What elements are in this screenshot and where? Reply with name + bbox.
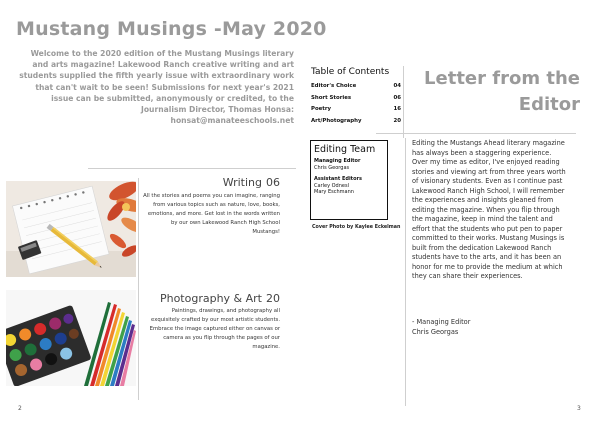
art-photo	[6, 290, 136, 386]
photo-art-title-text: Photography & Art	[159, 292, 262, 305]
writing-photo	[6, 181, 136, 277]
toc-item-label: Editor's Choice	[311, 83, 357, 89]
right-page-number: 3	[577, 405, 581, 412]
toc-item-page: 06	[393, 94, 401, 101]
toc-vertical-divider	[403, 66, 404, 138]
toc-item-page: 16	[393, 106, 401, 112]
photo-art-section-title	[160, 292, 280, 305]
writing-description: All the stories and poems you can imagine, ranging from various topics such as nature, love, books, emotions, and more. Get lost in the words written by our own Lakewood Ranch High School Mustangs!	[143, 193, 280, 235]
toc-item-art-photography[interactable]	[311, 116, 401, 128]
toc-item-short-stories[interactable]	[311, 93, 401, 105]
letter-body: Editing the Mustangs Ahead literary magazine has always been a staggering experience. Over my time as editor, I've enjoyed reading stories and viewing art from three years worth of visionary students. Even as I continue past Lakewood Ranch High School, I will remember the experiences and insights gleaned from editing the magazine. When you flip through the magazine, keep in mind the talent and effort that the students who put pen to paper committed to their works. Mustang Musings is built from the dedication Lakewood Ranch students have to the arts, and it has been an honor for me to provide the medium at which they can share their experiences.	[412, 139, 566, 280]
toc-item-label: Poetry	[311, 106, 332, 112]
intro-paragraph: Welcome to the 2020 edition of the Mustang Musings literary and arts magazine! Lakewood Ranch creative writing and art students supplied the fifth yearly issue with extraordinary work that can't wait to be seen! Submissions for next year's 2021 issue can be submitted, anonymously or credited, to the Journalism Director, Thomas Honsa: honsat@manateeschools.net	[19, 49, 294, 126]
toc-item-editors-choice[interactable]	[311, 81, 401, 93]
letter-signature	[412, 318, 568, 337]
cover-photo-credit: Cover Photo by Kaylee Eckelman	[312, 225, 401, 230]
left-divider	[88, 168, 296, 169]
writing-title-text: Writing	[222, 176, 262, 189]
editing-team-title: Editing Team	[314, 144, 376, 155]
assistant-editor-1: Carley Odnesl	[314, 182, 349, 189]
managing-editor-name: Chris Georgas	[314, 164, 350, 171]
editing-team-box	[310, 140, 388, 220]
toc-item-page: 04	[393, 83, 401, 89]
toc-item-page: 20	[393, 117, 401, 124]
left-page-number: 2	[18, 405, 22, 412]
toc-item-label: Short Stories	[311, 94, 352, 101]
photo-art-description: Paintings, drawings, and photography all exquisitely crafted by our most artistic students. Embrace the image captured either on canvas or camera as you flip through the pages of our magazine.	[149, 308, 280, 350]
right-divider	[376, 133, 576, 134]
table-of-contents	[311, 67, 401, 127]
toc-title: Table of Contents	[311, 67, 390, 77]
left-vertical-divider	[138, 178, 139, 400]
toc-item-poetry[interactable]	[311, 104, 401, 116]
letter-title: Letter from the Editor	[424, 68, 580, 115]
toc-item-label: Art/Photography	[311, 117, 362, 124]
writing-page-number: 06	[266, 176, 280, 189]
writing-section-title	[223, 176, 280, 189]
photo-art-page-number: 20	[266, 292, 280, 305]
magazine-title: Mustang Musings -May 2020	[16, 18, 327, 40]
signature-role: - Managing Editor	[412, 318, 471, 326]
right-vertical-divider	[405, 138, 406, 406]
signature-name: Chris Georgas	[412, 327, 459, 336]
managing-editor-label: Managing Editor	[314, 158, 361, 164]
assistant-editor-2: Mary Eschmann	[314, 189, 354, 195]
assistant-editors-label: Assistant Editors	[314, 176, 362, 182]
